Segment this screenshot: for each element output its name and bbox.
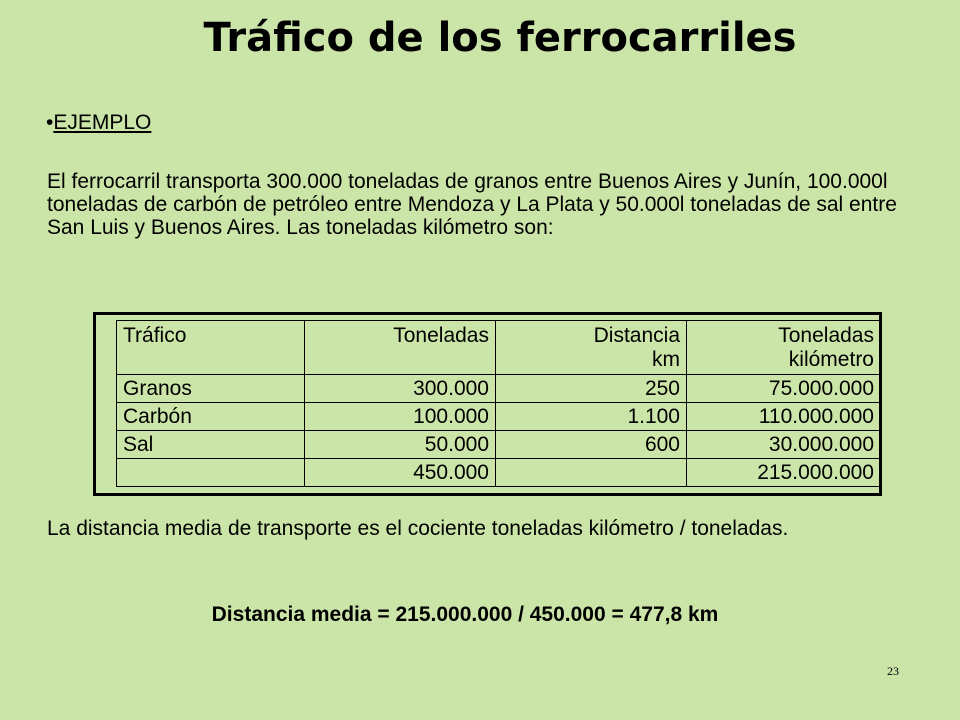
- table-total-row: [117, 459, 881, 487]
- cell-ton-km: 75.000.000: [687, 375, 881, 403]
- cell-traffic: Sal: [117, 431, 305, 459]
- cell-traffic: [117, 459, 305, 487]
- conclusion-paragraph: La distancia media de transporte es el cociente toneladas kilómetro / toneladas.: [47, 517, 789, 540]
- cell-traffic: Carbón: [117, 403, 305, 431]
- header-distance-line1: Distancia: [593, 324, 680, 347]
- intro-paragraph: El ferrocarril transporta 300.000 toneladas de granos entre Buenos Aires y Junín, 100.000l toneladas de carbón de petróleo entre Mendoza y La Plata y 50.000l toneladas de sal entre San Luis y Buenos Aires. Las toneladas kilómetro son:: [47, 170, 897, 239]
- header-distance-line2: km: [652, 348, 680, 371]
- header-ton-km-line1: Toneladas: [778, 324, 874, 347]
- header-traffic: Tráfico: [117, 321, 305, 375]
- cell-distance: [496, 459, 687, 487]
- example-bullet: [46, 110, 151, 136]
- table-header-row: [117, 321, 881, 375]
- formula-result: Distancia media = 215.000.000 / 450.000 = 477,8 km: [211, 603, 719, 626]
- bullet-marker: •: [46, 111, 54, 134]
- header-tons: Toneladas: [305, 321, 496, 375]
- cell-ton-km: 110.000.000: [687, 403, 881, 431]
- page-number: 23: [887, 664, 899, 678]
- cell-tons: 300.000: [305, 375, 496, 403]
- header-ton-km-line2: kilómetro: [788, 348, 874, 371]
- cell-distance: 250: [496, 375, 687, 403]
- header-ton-km: [687, 321, 881, 375]
- cell-total-tons: 450.000: [305, 459, 496, 487]
- example-label: EJEMPLO: [53, 111, 152, 134]
- cell-total-ton-km: 215.000.000: [687, 459, 881, 487]
- header-distance: [496, 321, 687, 375]
- table-row: [117, 431, 881, 459]
- cell-distance: 1.100: [496, 403, 687, 431]
- cell-ton-km: 30.000.000: [687, 431, 881, 459]
- slide-title: Tráfico de los ferrocarriles: [203, 15, 797, 61]
- cell-tons: 50.000: [305, 431, 496, 459]
- table-row: [117, 375, 881, 403]
- cell-distance: 600: [496, 431, 687, 459]
- cell-traffic: Granos: [117, 375, 305, 403]
- cell-tons: 100.000: [305, 403, 496, 431]
- table-frame: [93, 312, 882, 496]
- table-row: [117, 403, 881, 431]
- traffic-table: [116, 320, 881, 487]
